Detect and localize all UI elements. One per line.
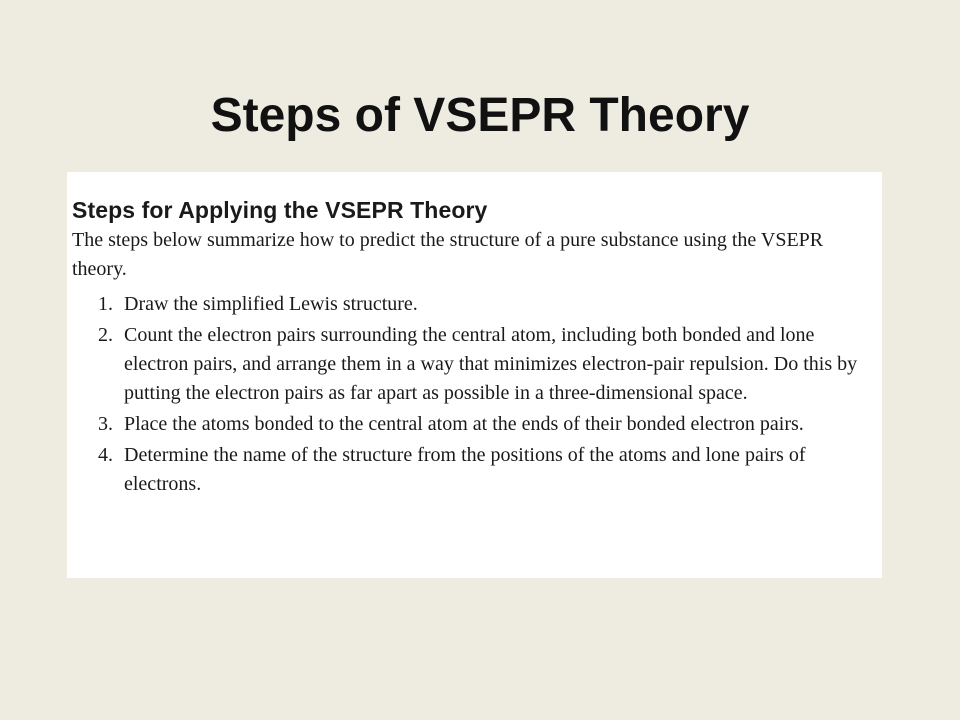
step-number: 2. — [98, 324, 113, 346]
step-text: Determine the name of the structure from the positions of the atoms and lone pairs of electrons. — [124, 444, 806, 495]
step-number: 1. — [98, 293, 113, 315]
excerpt-heading: Steps for Applying the VSEPR Theory — [72, 197, 488, 223]
slide-title: Steps of VSEPR Theory — [210, 89, 750, 143]
step-text: Count the electron pairs surrounding the central atom, including both bonded and lone electron pairs, and arrange them in a way that minimizes electron-pair repulsion. Do this by putting the electron pairs as far apart as possible in a three-dimensional space. — [124, 324, 858, 404]
step-text: Place the atoms bonded to the central atom at the ends of their bonded electron pairs. — [124, 413, 804, 435]
textbook-excerpt — [67, 172, 882, 578]
step-number: 3. — [98, 413, 113, 435]
step-item — [72, 321, 868, 408]
excerpt-intro: The steps below summarize how to predict the structure of a pure substance using the VSEPR theory. — [72, 229, 824, 280]
step-item — [72, 441, 868, 499]
step-item — [72, 290, 868, 319]
steps-list — [72, 290, 868, 499]
step-number: 4. — [98, 444, 113, 466]
step-text: Draw the simplified Lewis structure. — [124, 293, 418, 315]
step-item — [72, 410, 868, 439]
